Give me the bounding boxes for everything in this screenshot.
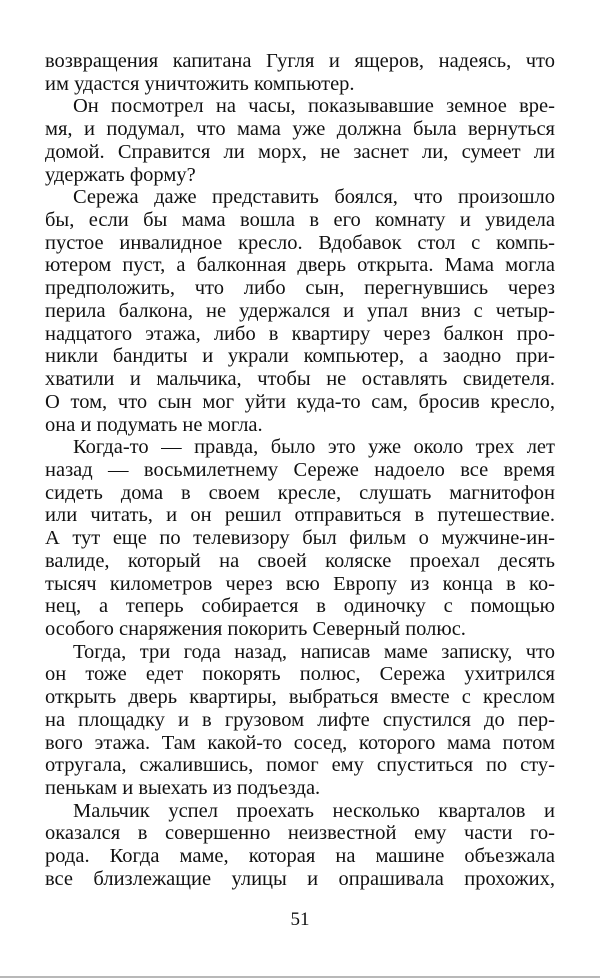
text-line: бы, если бы мама вошла в его комнату и увидела <box>45 209 555 232</box>
text-line: перила балкона, не удержался и упал вниз с четыр- <box>45 299 555 322</box>
text-line: хватили и мальчика, чтобы не оставлять свидетеля. <box>45 368 555 391</box>
text-line: особого снаряжения покорить Северный полюс. <box>45 618 466 640</box>
text-line: или читать, и он решил отправиться в путешествие. <box>45 504 555 527</box>
text-line: А тут еще по телевизору был фильм о мужчине-ин- <box>45 527 555 550</box>
text-line: Мальчик успел проехать несколько кварталов и <box>73 799 555 822</box>
text-line: Он посмотрел на часы, показывавшие земное вре- <box>73 95 555 118</box>
text-line: пустое инвалидное кресло. Вдобавок стол с компь- <box>45 231 555 254</box>
text-line: ютером пуст, а балконная дверь открыта. Мама могла <box>45 254 555 277</box>
text-line: она и подумать не могла. <box>45 413 263 436</box>
text-line: Когда-то — правда, было это уже около трех лет <box>73 436 555 459</box>
text-line: рода. Когда маме, которая на машине объезжала <box>45 845 555 868</box>
text-line: валиде, который на своей коляске проехал десять <box>45 549 555 572</box>
text-line: мя, и подумал, что мама уже должна была вернуться <box>45 118 555 141</box>
text-line: открыть дверь квартиры, выбраться вместе с креслом <box>45 686 555 709</box>
text-line: Сережа даже представить боялся, что произошло <box>73 186 555 209</box>
bottom-scan-edge <box>0 976 600 978</box>
text-line: сидеть дома в своем кресле, слушать магнитофон <box>45 481 555 504</box>
text-line: никли бандиты и украли компьютер, а заодно при- <box>45 345 555 368</box>
text-line: им удастся уничтожить компьютер. <box>45 72 355 95</box>
text-line: оказался в совершенно неизвестной ему части го- <box>45 822 555 845</box>
page-number: 51 <box>290 909 310 930</box>
text-line: вого этажа. Там какой-то сосед, которого мама потом <box>45 731 555 754</box>
text-line: на площадку и в грузовом лифте спустился до пер- <box>45 708 555 731</box>
text-line: домой. Справится ли морх, не заснет ли, сумеет ли <box>45 140 555 163</box>
text-line: все близлежащие улицы и опрашивала прохожих, <box>45 867 555 890</box>
text-line: нец, а теперь собирается в одиночку с помощью <box>45 595 555 618</box>
text-line: Тогда, три года назад, написав маме записку, что <box>73 640 555 663</box>
text-line: возвращения капитана Гугля и ящеров, надеясь, что <box>45 50 555 72</box>
text-line: тысяч километров через всю Европу из конца в ко- <box>45 572 555 595</box>
text-line: О том, что сын мог уйти куда-то сам, бросив кресло, <box>45 390 555 413</box>
text-line: назад — восьмилетнему Сереже надоело все время <box>45 458 555 481</box>
text-line: он тоже едет покорять полюс, Сережа ухитрился <box>45 663 555 686</box>
text-line: удержать форму? <box>45 163 196 186</box>
text-line: предположить, что либо сын, перегнувшись через <box>45 277 555 300</box>
text-line: надцатого этажа, либо в квартиру через балкон про- <box>45 322 555 345</box>
text-line: пенькам и выехать из подъезда. <box>45 777 321 800</box>
text-line: отругала, сжалившись, помог ему спуститься по сту- <box>45 754 555 777</box>
